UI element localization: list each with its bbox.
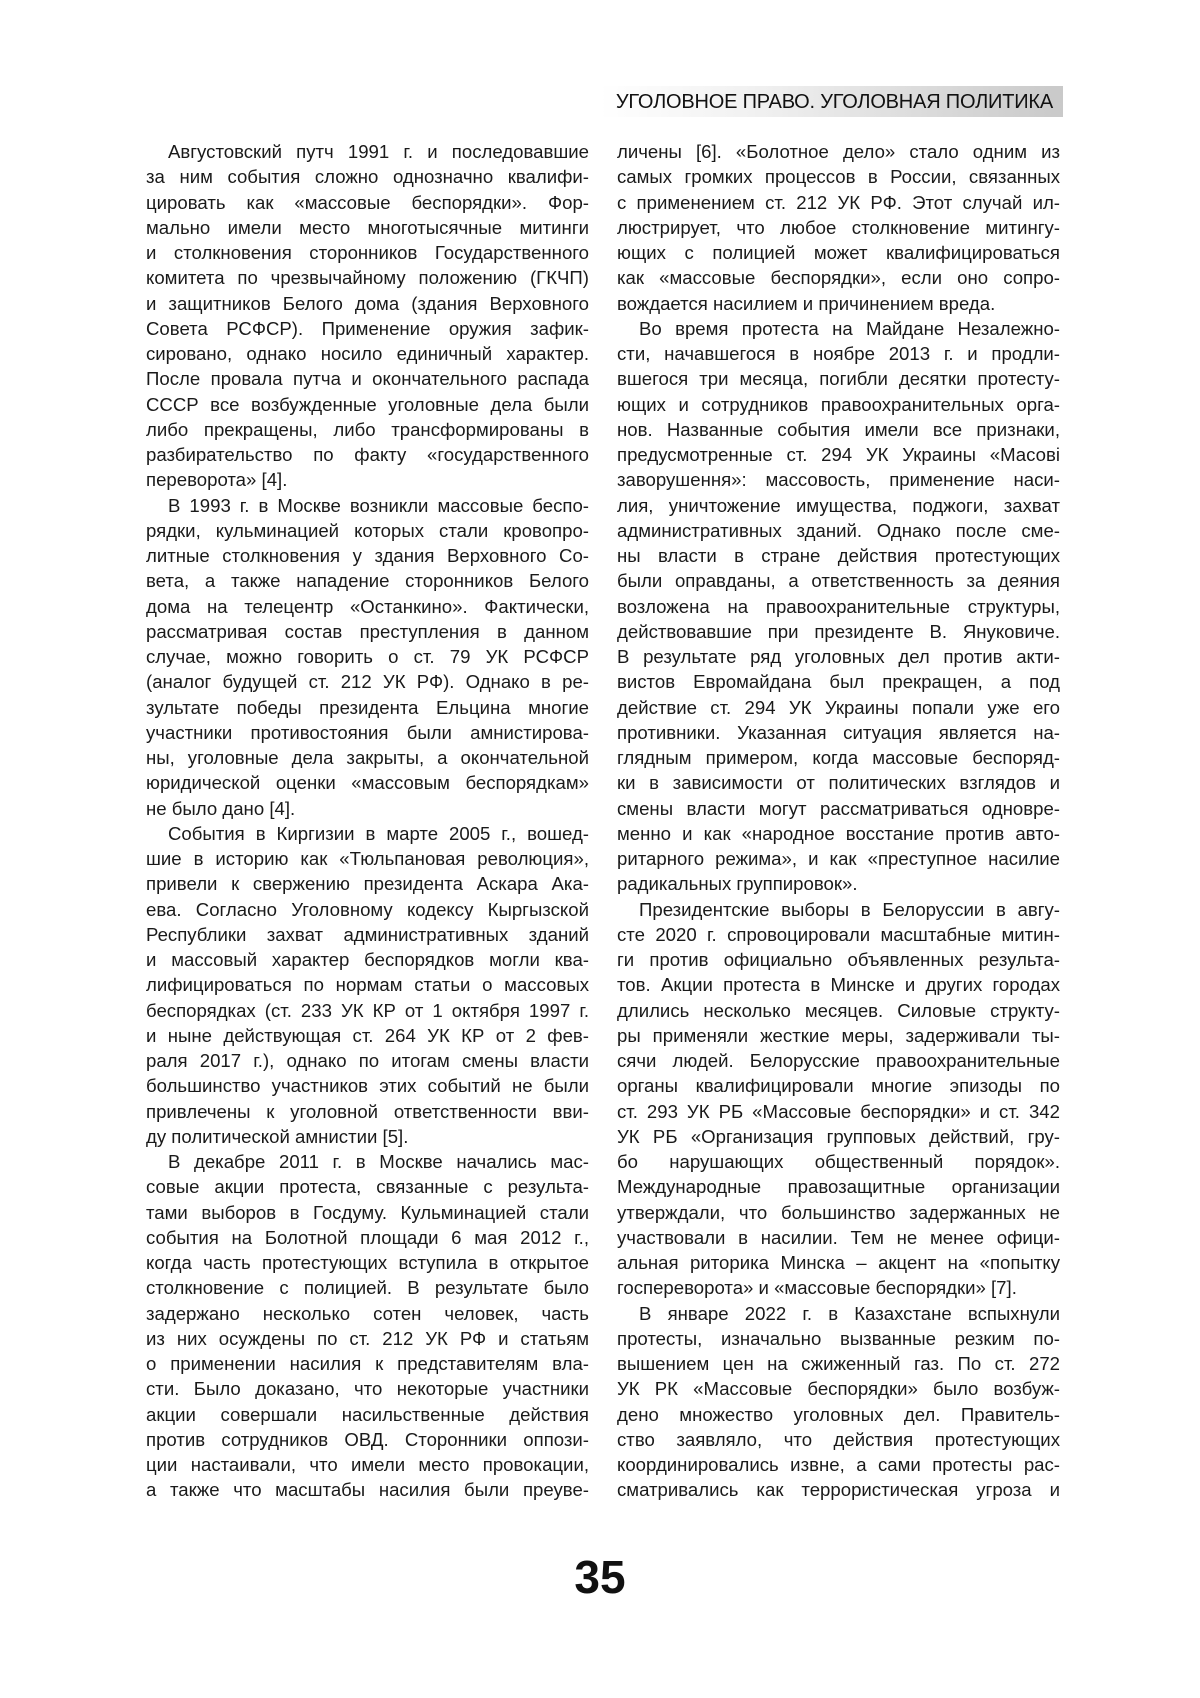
text-line: сте 2020 г. спровоцировали масштабные митин- (617, 923, 1060, 945)
text-line: и ныне действующая ст. 264 УК КР от 2 фев- (146, 1024, 589, 1046)
text-line: цировать как «массовые беспорядки». Фор- (146, 191, 589, 213)
text-line: сячи людей. Белорусские правоохранительные (617, 1050, 1060, 1071)
text-line: противники. Указанная ситуация является на- (617, 721, 1060, 743)
text-line: ющих с полицией может квалифицироваться (617, 242, 1060, 263)
paragraph (617, 139, 1060, 316)
text-line: либо прекращены, либо трансформированы в (146, 418, 589, 440)
text-line: вшегося три месяца, погибли десятки протесту- (617, 368, 1060, 390)
text-line: зультате победы президента Ельцина многие (146, 696, 589, 718)
text-line: сти. Было доказано, что некоторые участники (146, 1378, 589, 1400)
text-line: о применении насилия к представителям вла- (146, 1353, 589, 1374)
text-line: В 1993 г. в Москве возникли массовые беспо- (168, 494, 589, 516)
text-line: люстрирует, что любое столкновение митингу- (617, 216, 1060, 238)
text-line: административных зданий. Однако после сме- (617, 519, 1060, 541)
text-line: ритарного режима», и как «преступное насилие (617, 848, 1060, 869)
text-line: из них осуждены по ст. 212 УК РФ и статьям (146, 1327, 589, 1349)
text-line: радикальных группировок». (617, 873, 858, 895)
text-line: сматривались как террористическая угроза и (617, 1479, 1060, 1501)
text-line: юридической оценки «массовым беспорядкам» (146, 772, 589, 794)
text-line: длились несколько месяцев. Силовые структу- (617, 999, 1060, 1021)
text-line: бо нарушающих общественный порядок». (617, 1151, 1060, 1172)
text-line: возложена на правоохранительные структуры, (617, 595, 1060, 617)
text-line: События в Киргизии в марте 2005 г., вошед- (168, 822, 589, 844)
text-line: ки в зависимости от политических взглядов и (617, 772, 1060, 794)
text-line: ство заявляло, что действия протестующих (617, 1428, 1060, 1450)
text-line: и массовый характер беспорядков могли ква- (146, 949, 589, 970)
text-line: вышением цен на сжиженный газ. По ст. 272 (617, 1353, 1060, 1374)
text-line: ева. Согласно Уголовному кодексу Кыргызской (146, 898, 589, 920)
text-line: действие ст. 294 УК Украины попали уже его (617, 696, 1060, 718)
paragraph (146, 821, 589, 1149)
text-line: протесты, изначально вызванные резким по- (617, 1327, 1060, 1349)
text-line: Международные правозащитные организации (617, 1176, 1060, 1198)
text-line: госпереворота» и «массовые беспорядки» [7]. (617, 1277, 1017, 1299)
text-line: были оправданы, а ответственность за деяния (617, 570, 1060, 592)
text-line: разбирательство по факту «государственного (146, 444, 589, 465)
text-line: комитета по чрезвычайному положению (ГКЧП) (146, 267, 589, 289)
text-line: ны власти в стране действия протестующих (617, 545, 1060, 566)
paragraph (617, 897, 1060, 1301)
text-line: столкновение с полицией. В результате было (146, 1277, 589, 1299)
text-line: акции совершали насильственные действия (146, 1403, 589, 1425)
text-line: нов. Названные события имели все признаки, (617, 418, 1060, 440)
text-line: шие в историю как «Тюльпановая революция», (146, 848, 589, 869)
text-line: лия, уничтожение имущества, поджоги, захват (617, 494, 1060, 516)
text-line: После провала путча и окончательного распада (146, 368, 589, 390)
paragraph (146, 139, 589, 493)
text-line: В январе 2022 г. в Казахстане вспыхнули (639, 1302, 1060, 1324)
text-line: лифицироваться по нормам статьи о массовых (146, 974, 589, 996)
text-line: ги против официально объявленных результа- (617, 949, 1060, 970)
text-line: за ним события сложно однозначно квалифи- (146, 166, 589, 188)
text-line: предусмотренные ст. 294 УК Украины «Масові (617, 444, 1060, 465)
paragraph (617, 316, 1060, 897)
text-line: СССР все возбужденные уголовные дела были (146, 393, 589, 415)
text-line: переворота» [4]. (146, 469, 288, 491)
text-line: участники противостояния были амнистирова- (146, 721, 589, 743)
text-line: альная риторика Минска – акцент на «попытку (617, 1252, 1060, 1273)
text-line: и защитников Белого дома (здания Верховного (146, 292, 589, 314)
text-line: раля 2017 г.), однако по итогам смены власти (146, 1050, 589, 1071)
text-line: УК РК «Массовые беспорядки» было возбуж- (617, 1378, 1060, 1400)
text-line: ющих и сотрудников правоохранительных орга- (617, 393, 1060, 415)
text-line: (аналог будущей ст. 212 УК РФ). Однако в ре- (146, 671, 589, 693)
text-line: глядным примером, когда массовые беспоряд- (617, 747, 1060, 768)
paragraph (617, 1301, 1060, 1503)
text-line: дено множество уголовных дел. Правитель- (617, 1403, 1060, 1425)
paragraph (146, 493, 589, 821)
text-line: заворушення»: массовость, применение наси- (617, 469, 1060, 491)
text-line: с применением ст. 212 УК РФ. Этот случай ил- (617, 191, 1060, 213)
text-line: рядки, кульминацией которых стали кровопро- (146, 519, 589, 541)
text-line: смены власти могут рассматриваться одновре- (617, 797, 1060, 819)
text-line: не было дано [4]. (146, 797, 296, 819)
page-number: 35 (574, 1551, 626, 1603)
paragraph (146, 1149, 589, 1503)
text-line: участвовали в насилии. Тем не менее офици- (617, 1226, 1060, 1248)
text-line: как «массовые беспорядки», если оно сопро- (617, 267, 1060, 289)
text-line: тов. Акции протеста в Минске и других городах (617, 974, 1060, 996)
text-line: самых громких процессов в России, связанных (617, 166, 1060, 188)
text-line: литные столкновения у здания Верховного Со- (146, 545, 589, 566)
text-line: события на Болотной площади 6 мая 2012 г., (146, 1226, 589, 1248)
text-line: Совета РСФСР). Применение оружия зафик- (146, 317, 589, 339)
text-line: ду политической амнистии [5]. (146, 1125, 409, 1147)
text-line: органы квалифицировали многие эпизоды по (617, 1075, 1060, 1097)
text-line: В декабре 2011 г. в Москве начались мас- (168, 1151, 589, 1172)
text-line: Республики захват административных зданий (146, 923, 589, 945)
text-line: а также что масштабы насилия были преуве- (146, 1479, 589, 1501)
text-line: ны, уголовные дела закрыты, а окончательной (146, 747, 589, 768)
text-line: дома на телецентр «Останкино». Фактически, (146, 595, 589, 617)
text-line: координировались извне, а сами протесты рас- (617, 1454, 1060, 1475)
text-line: большинство участников этих событий не были (146, 1075, 589, 1097)
text-line: когда часть протестующих вступила в открытое (146, 1252, 589, 1273)
right-column (617, 139, 1060, 1503)
text-line: ры применяли жесткие меры, задерживали ты- (617, 1024, 1060, 1046)
section-title: УГОЛОВНОЕ ПРАВО. УГОЛОВНАЯ ПОЛИТИКА (615, 91, 1053, 113)
text-line: менно и как «народное восстание против авто- (617, 822, 1060, 844)
text-line: утверждали, что большинство задержанных не (617, 1201, 1060, 1223)
text-line: сти, начавшегося в ноябре 2013 г. и продли- (617, 343, 1060, 364)
text-line: вистов Евромайдана был прекращен, а под (617, 671, 1060, 693)
text-line: вета, а также нападение сторонников Белого (146, 570, 589, 592)
text-line: ции настаивали, что имели место провокации, (146, 1454, 589, 1475)
text-line: совые акции протеста, связанные с результа- (146, 1176, 589, 1198)
text-line: действовавшие при президенте В. Януковиче. (617, 620, 1060, 642)
text-line: Августовский путч 1991 г. и последовавшие (168, 141, 589, 162)
text-line: привлечены к уголовной ответственности вви- (146, 1100, 589, 1122)
text-line: случае, можно говорить о ст. 79 УК РСФСР (146, 646, 589, 667)
text-line: В результате ряд уголовных дел против акти- (617, 646, 1060, 667)
text-line: вождается насилием и причинением вреда. (617, 292, 996, 314)
text-line: мально имели место многотысячные митинги (146, 216, 589, 238)
running-header (600, 86, 1063, 117)
text-line: ст. 293 УК РБ «Массовые беспорядки» и ст. 342 (617, 1100, 1060, 1122)
text-line: против сотрудников ОВД. Сторонники оппози- (146, 1428, 589, 1450)
text-line: УК РБ «Организация групповых действий, гру- (617, 1125, 1060, 1147)
text-line: сировано, однако носило единичный характер. (146, 343, 589, 364)
text-line: личены [6]. «Болотное дело» стало одним из (617, 141, 1060, 162)
text-line: беспорядках (ст. 233 УК КР от 1 октября 1997 г. (146, 999, 589, 1021)
text-line: Президентские выборы в Белоруссии в авгу- (639, 898, 1060, 920)
text-line: тами выборов в Госдуму. Кульминацией стали (146, 1201, 589, 1223)
left-column (146, 139, 589, 1503)
text-line: рассматривая состав преступления в данном (146, 620, 589, 642)
text-line: привели к свержению президента Аскара Ака- (146, 873, 589, 895)
text-line: Во время протеста на Майдане Незалежно- (639, 317, 1060, 339)
text-line: и столкновения сторонников Государственного (146, 242, 589, 263)
text-line: задержано несколько сотен человек, часть (146, 1302, 589, 1324)
